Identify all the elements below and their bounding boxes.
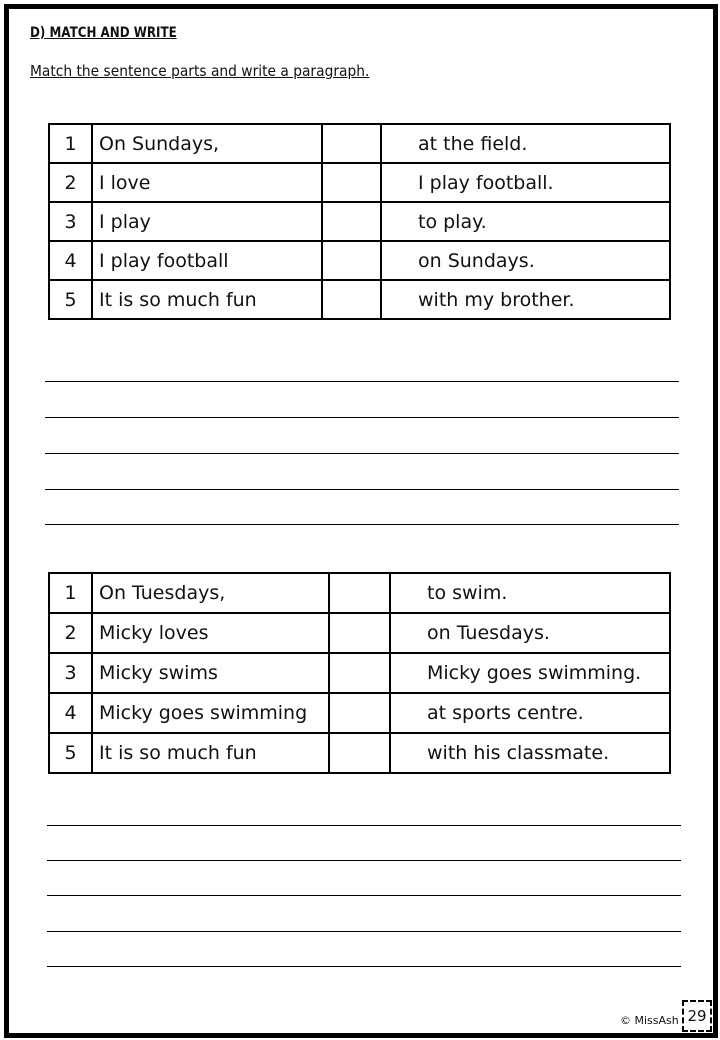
sentence-start: Micky swims bbox=[92, 653, 329, 693]
row-number: 3 bbox=[49, 202, 92, 241]
answer-box[interactable] bbox=[322, 163, 381, 202]
table-row bbox=[49, 163, 670, 202]
table-row bbox=[49, 202, 670, 241]
writing-line[interactable] bbox=[45, 381, 679, 382]
match-table-2 bbox=[48, 572, 671, 774]
table-row bbox=[49, 613, 670, 653]
row-number: 2 bbox=[49, 163, 92, 202]
table-row bbox=[49, 280, 670, 319]
writing-line[interactable] bbox=[47, 931, 681, 932]
table-row bbox=[49, 124, 670, 163]
answer-box[interactable] bbox=[329, 693, 390, 733]
writing-line[interactable] bbox=[45, 453, 679, 454]
sentence-end: to play. bbox=[381, 202, 670, 241]
sentence-start: On Sundays, bbox=[92, 124, 322, 163]
table-row bbox=[49, 241, 670, 280]
copyright: © MissAsh bbox=[620, 1014, 679, 1027]
sentence-end: on Tuesdays. bbox=[390, 613, 670, 653]
answer-box[interactable] bbox=[329, 613, 390, 653]
row-number: 5 bbox=[49, 280, 92, 319]
sentence-end: with my brother. bbox=[381, 280, 670, 319]
row-number: 4 bbox=[49, 241, 92, 280]
sentence-start: Micky loves bbox=[92, 613, 329, 653]
sentence-end: Micky goes swimming. bbox=[390, 653, 670, 693]
answer-box[interactable] bbox=[322, 280, 381, 319]
sentence-end: with his classmate. bbox=[390, 733, 670, 773]
sentence-start: I play football bbox=[92, 241, 322, 280]
answer-box[interactable] bbox=[322, 202, 381, 241]
sentence-start: On Tuesdays, bbox=[92, 573, 329, 613]
sentence-start: Micky goes swimming bbox=[92, 693, 329, 733]
writing-line[interactable] bbox=[45, 524, 679, 525]
match-table-1 bbox=[48, 123, 671, 320]
sentence-end: on Sundays. bbox=[381, 241, 670, 280]
sentence-start: I love bbox=[92, 163, 322, 202]
writing-line[interactable] bbox=[47, 966, 681, 967]
answer-box[interactable] bbox=[322, 241, 381, 280]
sentence-end: to swim. bbox=[390, 573, 670, 613]
answer-box[interactable] bbox=[329, 653, 390, 693]
sentence-end: at the field. bbox=[381, 124, 670, 163]
answer-box[interactable] bbox=[322, 124, 381, 163]
row-number: 1 bbox=[49, 573, 92, 613]
table-row bbox=[49, 693, 670, 733]
table-row bbox=[49, 733, 670, 773]
writing-line[interactable] bbox=[47, 860, 681, 861]
row-number: 1 bbox=[49, 124, 92, 163]
sentence-end: at sports centre. bbox=[390, 693, 670, 733]
writing-line[interactable] bbox=[45, 417, 679, 418]
table-row bbox=[49, 653, 670, 693]
answer-box[interactable] bbox=[329, 733, 390, 773]
page-number: 29 bbox=[682, 1000, 712, 1032]
writing-line[interactable] bbox=[47, 895, 681, 896]
sentence-start: I play bbox=[92, 202, 322, 241]
sentence-end: I play football. bbox=[381, 163, 670, 202]
row-number: 4 bbox=[49, 693, 92, 733]
row-number: 2 bbox=[49, 613, 92, 653]
row-number: 5 bbox=[49, 733, 92, 773]
row-number: 3 bbox=[49, 653, 92, 693]
writing-line[interactable] bbox=[45, 489, 679, 490]
answer-box[interactable] bbox=[329, 573, 390, 613]
instruction: Match the sentence parts and write a paragraph. bbox=[30, 62, 370, 80]
table-row bbox=[49, 573, 670, 613]
section-title: D) MATCH AND WRITE bbox=[30, 25, 177, 41]
sentence-start: It is so much fun bbox=[92, 733, 329, 773]
writing-line[interactable] bbox=[47, 825, 681, 826]
sentence-start: It is so much fun bbox=[92, 280, 322, 319]
